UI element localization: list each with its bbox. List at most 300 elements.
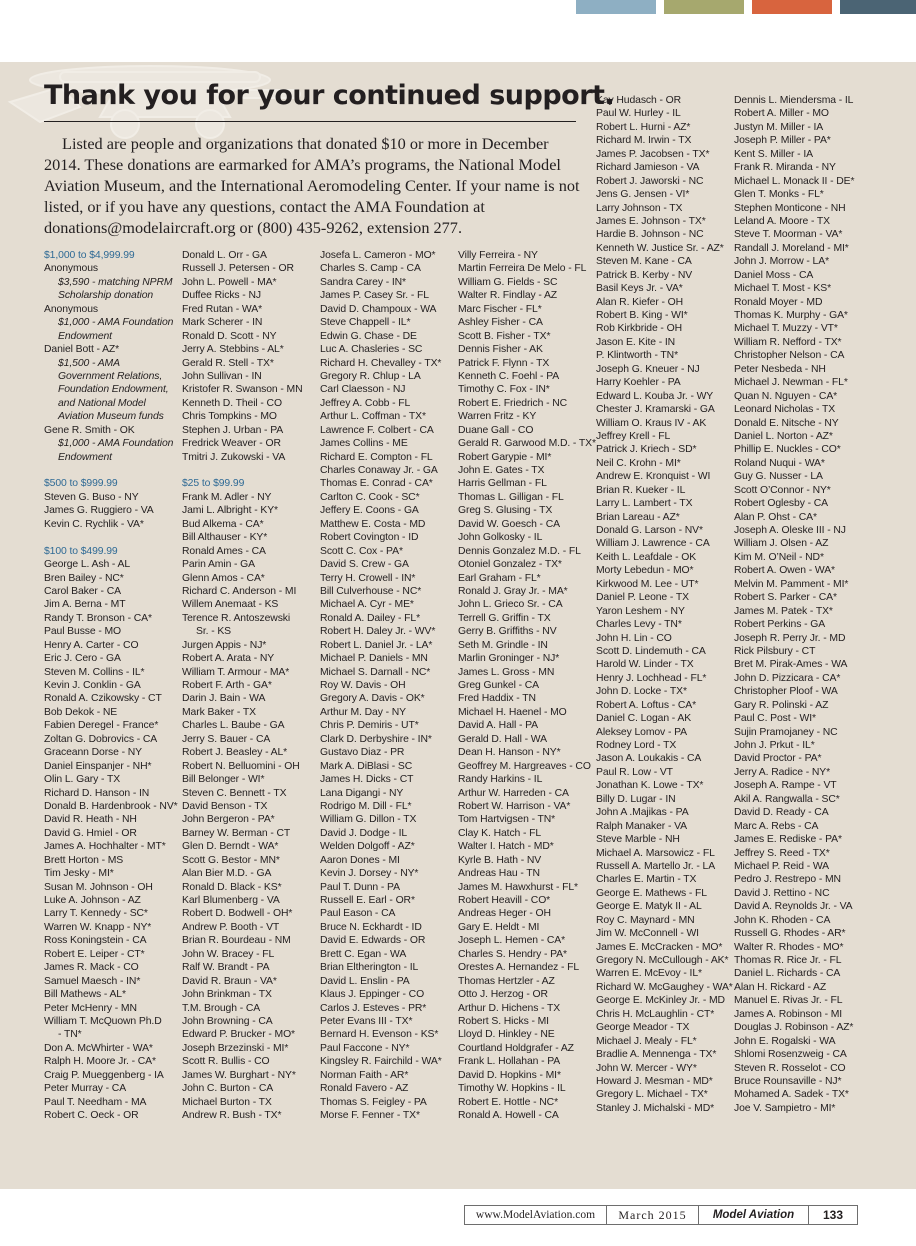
donor-name: Lloyd D. Hinkley - NE xyxy=(458,1029,555,1041)
donor-name: Ronald J. Gray Jr. - MA* xyxy=(458,585,568,597)
donor-name: Charles E. Martin - TX xyxy=(596,874,697,886)
donor-name: James A. Robinson - MI xyxy=(734,1008,843,1020)
donor-name: Aleksey Lomov - PA xyxy=(596,726,687,738)
donor-name: Jerry A. Stebbins - AL* xyxy=(182,344,284,356)
donor-name: John K. Rhoden - CA xyxy=(734,914,831,926)
donor-name: Michael S. Darnall - NC* xyxy=(320,666,431,678)
donor-name: Graceann Dorse - NY xyxy=(44,747,143,759)
donor-name: Larry L. Lambert - TX xyxy=(596,498,693,510)
donor-name: Charles L. Baube - GA xyxy=(182,720,285,732)
donor-name: William O. Kraus IV - AK xyxy=(596,417,707,429)
donor-name: Dennis Fisher - AK xyxy=(458,344,543,356)
donor-name: Robert B. King - WI* xyxy=(596,310,688,321)
donor-name: James H. Dicks - CT xyxy=(320,774,414,786)
donor-name: Charles Conaway Jr. - GA xyxy=(320,465,438,476)
donor-name: Harris Gellman - FL xyxy=(458,478,547,490)
donor-name: Walter R. Findlay - AZ xyxy=(458,290,558,302)
donor-name: Joseph R. Perry Jr. - MD xyxy=(734,632,846,644)
donor-name: Ronald A. Howell - CA xyxy=(458,1110,559,1121)
donor-name: Quan N. Nguyen - CA* xyxy=(734,390,838,402)
donor-name: Michael A. Cyr - ME* xyxy=(320,599,414,611)
donor-name: Terence R. Antoszewski xyxy=(182,612,291,624)
donor-name: Robert E. Friedrich - NC xyxy=(458,397,568,409)
donor-name: John Golkosky - IL xyxy=(458,532,543,544)
donor-name: Steven M. Collins - IL* xyxy=(44,666,145,678)
donor-name: Kim M. O’Neil - ND* xyxy=(734,551,824,563)
donor-name: Michael T. Most - KS* xyxy=(734,283,832,295)
donor-name: Scott O’Connor - NY* xyxy=(734,484,831,496)
donor-name: Richard W. McGaughey - WA* xyxy=(596,981,733,993)
donor-name: Earl Graham - FL* xyxy=(458,572,541,584)
donor-name: Steven C. Bennett - TX xyxy=(182,787,287,799)
donor-name: John Sullivan - IN xyxy=(182,370,262,382)
donor-name: Larry Johnson - TX xyxy=(596,202,683,214)
donor-name: Bob Dekok - NE xyxy=(44,706,118,718)
color-tab-orange xyxy=(752,0,832,14)
donor-name: George E. Matyk II - AL xyxy=(596,901,702,913)
donor-name: Michael J. Mealy - FL* xyxy=(596,1035,697,1047)
donor-name: Olin L. Gary - TX xyxy=(44,774,121,786)
donor-name: Ronald D. Scott - NY xyxy=(182,330,277,342)
donor-name: Peter Nesbeda - NH xyxy=(734,363,826,375)
donor-name: Henry J. Lochhead - FL* xyxy=(596,672,707,684)
donor-name: Paul C. Post - WI* xyxy=(734,713,816,725)
donor-name: Charles S. Hendry - PA* xyxy=(458,948,567,960)
footer-page-number: 133 xyxy=(822,1208,844,1222)
donation-note: Scholarship donation xyxy=(58,290,154,302)
donor-name: Matthew E. Costa - MD xyxy=(320,518,426,530)
donor-name: Leonard Nicholas - TX xyxy=(734,404,836,416)
donor-name: Donald B. Hardenbrook - NV* xyxy=(44,800,178,812)
donor-name: Basil Keys Jr. - VA* xyxy=(596,283,683,295)
donor-name: Michael L. Monack II - DE* xyxy=(734,175,855,187)
donor-name: Richard H. Chevalley - TX* xyxy=(320,357,442,369)
donor-name: John D. Locke - TX* xyxy=(596,686,687,698)
donor-name: Stanley J. Michalski - MD* xyxy=(596,1102,715,1114)
donor-name: Brett C. Egan - WA xyxy=(320,948,407,960)
donor-name: Klaus J. Eppinger - CO xyxy=(320,989,425,1001)
donor-name: John D. Pizzicara - CA* xyxy=(734,672,841,684)
donor-name-continued: Sr. - KS xyxy=(196,626,231,638)
donor-name: Fred Haddix - TN xyxy=(458,693,536,705)
donor-name: Courtland Holdgrafer - AZ xyxy=(458,1042,574,1054)
donor-name: Dennis Gonzalez M.D. - FL xyxy=(458,545,581,557)
donor-name: Gerald R. Stell - TX* xyxy=(182,357,274,369)
donor-name: Walter R. Rhodes - MO* xyxy=(734,941,844,953)
donor-name: Joseph L. Hemen - CA* xyxy=(458,935,566,947)
donor-name: John Browning - CA xyxy=(182,1015,273,1027)
donor-name: Chris P. Demiris - UT* xyxy=(320,720,419,732)
donor-name: David L. Enslin - PA xyxy=(320,975,410,987)
donor-name: Tmitri J. Zukowski - VA xyxy=(182,451,286,463)
donor-name: Melvin M. Pamment - MI* xyxy=(734,578,849,590)
donor-name: David D. Champoux - WA xyxy=(320,303,437,315)
donor-name: Daniel L. Richards - CA xyxy=(734,968,841,980)
donor-name: Richard D. Hanson - IN xyxy=(44,787,150,799)
donor-name: Orestes A. Hernandez - FL xyxy=(458,962,580,974)
donor-name: Harold W. Linder - TX xyxy=(596,659,694,671)
donor-name: William G. Fields - SC xyxy=(458,276,558,288)
donor-name: Ralph Manaker - VA xyxy=(596,820,687,832)
donor-name: Patrick B. Kerby - NV xyxy=(596,269,693,281)
donor-name: Frank M. Adler - NY xyxy=(182,491,272,503)
donor-name: Steven G. Buso - NY xyxy=(44,491,139,503)
donor-name: Joseph A. Oleske III - NJ xyxy=(734,525,846,536)
donor-name: John H. Lin - CO xyxy=(596,632,672,644)
donor-name: Jeffrey Krell - FL xyxy=(596,430,671,442)
donor-name: Glen T. Monks - FL* xyxy=(734,189,824,201)
donor-name: Robert L. Daniel Jr. - LA* xyxy=(320,639,433,651)
donor-name: Gary E. Heldt - MI xyxy=(458,921,540,933)
donor-name: Daniel Bott - AZ* xyxy=(44,344,120,356)
donor-name: Steven R. Rosselot - CO xyxy=(734,1062,846,1074)
donor-name: Andreas Heger - OH xyxy=(458,908,551,920)
donor-name: Robert A. Owen - WA* xyxy=(734,565,835,577)
donor-name: William R. Nefford - TX* xyxy=(734,336,842,348)
donor-name: Charles S. Camp - CA xyxy=(320,263,421,275)
donor-name: Eric J. Cero - GA xyxy=(44,653,121,665)
donation-note: Government Relations, xyxy=(58,370,163,382)
donor-name: John E. Gates - TX xyxy=(458,465,545,476)
donor-name: John E. Rogalski - WA xyxy=(734,1035,836,1047)
donor-name: Gregory A. Davis - OK* xyxy=(320,693,425,705)
donor-name: Robert N. Belluomini - OH xyxy=(182,760,300,772)
donor-name: John L. Powell - MA* xyxy=(182,276,277,288)
donor-name: Geoffrey M. Hargreaves - CO xyxy=(458,760,591,772)
donor-name: Timothy C. Fox - IN* xyxy=(458,384,550,396)
donor-name: Gerald D. Hall - WA xyxy=(458,733,547,745)
donor-name: John Bergeron - PA* xyxy=(182,814,275,826)
page-title: Thank you for your continued support. xyxy=(44,80,615,111)
donor-name: Walter I. Hatch - MD* xyxy=(458,841,554,853)
donor-name: Dean H. Hanson - NY* xyxy=(458,747,561,759)
donor-name: Chester J. Kramarski - GA xyxy=(596,404,715,416)
donor-name: Rodrigo M. Dill - FL* xyxy=(320,800,412,812)
donor-name: Jami L. Albright - KY* xyxy=(182,505,278,517)
donor-name: Tim Jesky - MI* xyxy=(44,868,114,880)
donor-name: James L. Gross - MN xyxy=(458,666,555,678)
donor-name: Tom Hartvigsen - TN* xyxy=(458,814,556,826)
donor-name: David W. Goesch - CA xyxy=(458,518,560,530)
donor-name: George Meador - TX xyxy=(596,1022,690,1034)
donor-name: Brian R. Bourdeau - NM xyxy=(182,935,291,947)
donor-name: John J. Morrow - LA* xyxy=(734,256,830,268)
donor-name: Kay Hudasch - OR xyxy=(596,95,682,106)
donor-name: Karl Blumenberg - VA xyxy=(182,895,280,906)
donor-name: Sandra Carey - IN* xyxy=(320,276,406,288)
donor-name: Donald L. Orr - GA xyxy=(182,250,267,261)
donor-name: Susan M. Johnson - OH xyxy=(44,881,153,893)
donor-name: Jim W. McConnell - WI xyxy=(596,928,699,940)
donor-column-4 xyxy=(458,249,596,1122)
donor-name: Martin Ferreira De Melo - FL xyxy=(458,263,587,275)
donor-column-6 xyxy=(734,94,854,1115)
donor-name: Kingsley R. Fairchild - WA* xyxy=(320,1056,442,1068)
donor-name: William T. Armour - MA* xyxy=(182,666,290,678)
donor-name: David R. Braun - VA* xyxy=(182,975,277,987)
donor-name: Duane Gall - CO xyxy=(458,424,534,436)
donor-name: Larry T. Kennedy - SC* xyxy=(44,908,148,920)
donor-name: James E. McCracken - MO* xyxy=(596,941,723,953)
donor-name: David A. Hall - PA xyxy=(458,720,539,732)
donor-name: Roland Nuqui - WA* xyxy=(734,457,825,469)
section-spacer xyxy=(44,531,178,544)
donor-name: Samuel Maesch - IN* xyxy=(44,975,141,987)
donor-name: James P. Jacobsen - TX* xyxy=(596,148,710,160)
donor-name: Bruce Rounsaville - NJ* xyxy=(734,1075,842,1087)
donor-name: Peter McHenry - MN xyxy=(44,1002,137,1014)
donor-name: Kevin C. Rychlik - VA* xyxy=(44,518,144,530)
donor-name: Marc A. Rebs - CA xyxy=(734,820,819,832)
donor-name: John C. Burton - CA xyxy=(182,1083,274,1095)
donation-tier-heading: $500 to $999.99 xyxy=(44,478,118,490)
donor-name: Arthur L. Coffman - TX* xyxy=(320,411,426,423)
donor-name: Clark D. Derbyshire - IN* xyxy=(320,733,432,745)
donor-name: Peter Murray - CA xyxy=(44,1083,127,1095)
donor-name: James G. Ruggiero - VA xyxy=(44,505,154,517)
donation-note: Aviation Museum funds xyxy=(58,411,164,423)
donor-name: William J. Lawrence - CA xyxy=(596,538,710,550)
donor-name: Fredrick Weaver - OR xyxy=(182,438,281,450)
donor-name: Robert S. Parker - CA* xyxy=(734,592,837,604)
donor-name: Terrell G. Griffin - TX xyxy=(458,612,551,624)
donor-name: Jason E. Kite - IN xyxy=(596,336,676,348)
donor-name: Leland A. Moore - TX xyxy=(734,215,830,227)
donor-name: John J. Prkut - IL* xyxy=(734,740,815,751)
donor-name: Carl Claesson - NJ xyxy=(320,384,406,396)
donor-name: Bret M. Pirak-Ames - WA xyxy=(734,659,848,671)
donor-name: Paul R. Low - VT xyxy=(596,766,673,778)
donor-name: Guy G. Nusser - LA xyxy=(734,471,823,483)
donor-name: Scott G. Bestor - MN* xyxy=(182,854,280,866)
donor-name: Michael J. Newman - FL* xyxy=(734,377,848,389)
donor-name: Ronald A. Czikowsky - CT xyxy=(44,693,162,705)
donor-name: Paul Busse - MO xyxy=(44,626,122,638)
donor-name: Terry H. Crowell - IN* xyxy=(320,572,416,584)
donor-name: Roy C. Maynard - MN xyxy=(596,914,695,926)
donor-name: Russell J. Petersen - OR xyxy=(182,263,294,275)
section-spacer xyxy=(182,464,303,477)
donor-name: Daniel Einspanjer - NH* xyxy=(44,760,152,772)
donor-name: Christopher Ploof - WA xyxy=(734,686,838,698)
donation-note: and National Model xyxy=(58,397,146,409)
donor-name: Robert W. Harrison - VA* xyxy=(458,800,571,812)
donor-name: Andrew R. Bush - TX* xyxy=(182,1110,282,1121)
color-tab-blue xyxy=(576,0,656,14)
donor-name: James W. Burghart - NY* xyxy=(182,1069,296,1081)
donor-name: Daniel Moss - CA xyxy=(734,269,814,281)
donor-name: Arthur D. Hichens - TX xyxy=(458,1002,561,1014)
donor-name: Kirkwood M. Lee - UT* xyxy=(596,578,699,590)
donor-name: Pedro J. Restrepo - MN xyxy=(734,874,841,886)
donor-name: Thomas K. Murphy - GA* xyxy=(734,310,848,321)
donor-name: Marc Fischer - FL* xyxy=(458,303,542,315)
donor-name: Brett Horton - MS xyxy=(44,854,124,866)
donor-name: Patrick F. Flynn - TX xyxy=(458,357,550,369)
footer-magazine-name: Model Aviation xyxy=(699,1206,809,1224)
donor-name: Robert Garypie - MI* xyxy=(458,451,552,463)
donor-name: T.M. Brough - CA xyxy=(182,1002,261,1014)
donor-name: David Proctor - PA* xyxy=(734,753,822,765)
donor-name: Craig P. Mueggenberg - IA xyxy=(44,1069,164,1081)
donor-name: Robert E. Leiper - CT* xyxy=(44,948,145,960)
donor-name: Rob Kirkbride - OH xyxy=(596,323,682,335)
donor-name: Howard J. Mesman - MD* xyxy=(596,1075,713,1087)
donor-name: Mohamed A. Sadek - TX* xyxy=(734,1089,849,1101)
donor-name: Joe V. Sampietro - MI* xyxy=(734,1102,836,1114)
donor-name: Brian R. Kueker - IL xyxy=(596,484,686,496)
donor-name: Dennis L. Miendersma - IL xyxy=(734,95,854,106)
donor-name: Glen D. Berndt - WA* xyxy=(182,841,279,853)
donor-name: Rodney Lord - TX xyxy=(596,740,677,751)
donor-name: Scott B. Fisher - TX* xyxy=(458,330,551,342)
donor-name: Scott C. Cox - PA* xyxy=(320,545,403,557)
donor-name: Christopher Nelson - CA xyxy=(734,350,845,362)
donor-name: Scott D. Lindemuth - CA xyxy=(596,645,706,657)
donor-name: Paul W. Hurley - IL xyxy=(596,108,681,120)
donor-name: Jurgen Appis - NJ* xyxy=(182,639,267,651)
donor-name: Bill Althauser - KY* xyxy=(182,532,268,544)
donor-name: Ashley Fisher - CA xyxy=(458,317,543,329)
donor-name: Richard C. Anderson - MI xyxy=(182,585,297,597)
donor-name: David R. Heath - NH xyxy=(44,814,137,826)
donor-name: Daniel C. Logan - AK xyxy=(596,713,692,725)
color-tab-olive xyxy=(664,0,744,14)
donor-name: Mark Scherer - IN xyxy=(182,317,263,329)
donor-name: William G. Dillon - TX xyxy=(320,814,417,826)
donor-name: John Brinkman - TX xyxy=(182,989,272,1001)
donor-name: David D. Ready - CA xyxy=(734,807,829,819)
donor-name: Alan P. Ohst - CA* xyxy=(734,511,817,523)
footer-url[interactable]: www.ModelAviation.com xyxy=(465,1206,607,1224)
donor-name: Ronald Moyer - MD xyxy=(734,296,823,308)
donor-name: Donald G. Larson - NV* xyxy=(596,525,703,536)
donor-name: Frank L. Hollahan - PA xyxy=(458,1056,561,1068)
donor-name: David G. Hmiel - OR xyxy=(44,827,137,839)
donor-name: Welden Dolgoff - AZ* xyxy=(320,841,415,853)
donor-name: Morse F. Fenner - TX* xyxy=(320,1110,420,1121)
donor-name: Chris H. McLaughlin - CT* xyxy=(596,1008,715,1020)
donor-name: Clay K. Hatch - FL xyxy=(458,827,542,839)
donor-name: David E. Edwards - OR xyxy=(320,935,426,947)
donor-name: Marlin Groninger - NJ* xyxy=(458,653,560,665)
donor-name: James E. Rediske - PA* xyxy=(734,834,842,846)
donor-name: Joseph A. Rampe - VT xyxy=(734,780,837,792)
donor-name: Joseph Brzezinski - MI* xyxy=(182,1042,289,1054)
donor-name: Michael P. Reid - WA xyxy=(734,860,830,872)
donor-name: Sujin Pramojaney - NC xyxy=(734,726,838,738)
donor-name: Robert A. Miller - MO xyxy=(734,108,829,120)
donor-name: Richard E. Compton - FL xyxy=(320,451,433,463)
donor-name: Robert D. Bodwell - OH* xyxy=(182,908,293,920)
donation-tier-heading: $100 to $499.99 xyxy=(44,545,118,557)
footer-issue-date: March 2015 xyxy=(607,1206,699,1224)
donor-name: Thomas R. Rice Jr. - FL xyxy=(734,955,842,966)
donor-name: Steve T. Moorman - VA* xyxy=(734,229,843,241)
donor-name: Ronald D. Black - KS* xyxy=(182,881,282,893)
donation-note: $1,000 - AMA Foundation xyxy=(58,438,174,450)
donor-name: Jason A. Loukakis - CA xyxy=(596,753,702,765)
donor-name: Don A. McWhirter - WA* xyxy=(44,1042,153,1054)
donor-name: Jerry A. Radice - NY* xyxy=(734,766,831,778)
donor-name: David Benson - TX xyxy=(182,800,268,812)
donor-name: William J. Olsen - AZ xyxy=(734,538,829,550)
donor-name: Manuel E. Rivas Jr. - FL xyxy=(734,995,843,1007)
donor-name: John L. Grieco Sr. - CA xyxy=(458,599,563,611)
donor-name: Alan H. Rickard - AZ xyxy=(734,981,827,993)
donor-name: Steve Marble - NH xyxy=(596,834,680,846)
donor-name: Kevin J. Conklin - GA xyxy=(44,680,141,691)
donation-note: $3,590 - matching NPRM xyxy=(58,276,173,288)
donor-name: Joseph P. Miller - PA* xyxy=(734,135,831,147)
donor-name: Luke A. Johnson - AZ xyxy=(44,895,141,906)
donor-name: Bruce N. Eckhardt - ID xyxy=(320,921,422,933)
donor-name: Edwin G. Chase - DE xyxy=(320,330,417,342)
donor-name: Billy D. Lugar - IN xyxy=(596,793,676,805)
donation-note: $1,000 - AMA Foundation xyxy=(58,317,174,329)
donor-name: Charles Levy - TN* xyxy=(596,619,682,631)
donor-name: George E. McKinley Jr. - MD xyxy=(596,995,725,1007)
donor-name: Russell G. Rhodes - AR* xyxy=(734,928,846,940)
donor-name: Robert C. Oeck - OR xyxy=(44,1110,139,1121)
donor-name: Ronald A. Dailey - FL* xyxy=(320,612,421,624)
donor-name: P. Klintworth - TN* xyxy=(596,350,679,362)
donor-name: Anonymous xyxy=(44,263,98,275)
donor-name: Arthur M. Day - NY xyxy=(320,706,406,718)
donor-name: Richard Jamieson - VA xyxy=(596,162,700,174)
donor-name: Patrick J. Kriech - SD* xyxy=(596,444,697,456)
donor-name: Warren Fritz - KY xyxy=(458,411,537,423)
donor-name: Otoniel Gonzalez - TX* xyxy=(458,559,562,571)
donor-name: Aaron Dones - MI xyxy=(320,854,400,866)
donor-name: Robert H. Daley Jr. - WV* xyxy=(320,626,436,638)
donor-name: Randy Harkins - IL xyxy=(458,774,543,786)
donor-column-1 xyxy=(44,249,178,1122)
donor-name: Douglas J. Robinson - AZ* xyxy=(734,1022,854,1034)
donor-name: Daniel L. Norton - AZ* xyxy=(734,430,833,442)
donor-name: Ronald Favero - AZ xyxy=(320,1083,409,1095)
donor-name: Carol Baker - CA xyxy=(44,585,121,597)
donor-name: Frank R. Miranda - NY xyxy=(734,162,836,174)
donor-name: Lawrence F. Colbert - CA xyxy=(320,424,434,436)
donor-name: Steve Chappell - IL* xyxy=(320,317,411,329)
donor-name: Paul T. Dunn - PA xyxy=(320,881,400,893)
donor-name: Fabien Deregel - France* xyxy=(44,720,159,732)
donor-name: Ralf W. Brandt - PA xyxy=(182,962,270,974)
donor-name: Glenn Amos - CA* xyxy=(182,572,265,584)
donor-name: Randall J. Moreland - MI* xyxy=(734,242,849,254)
donor-name: Henry A. Carter - CO xyxy=(44,639,139,651)
donor-name: Akil A. Rangwalla - SC* xyxy=(734,793,840,805)
donor-name: Shlomi Rosenzweig - CA xyxy=(734,1049,847,1061)
donor-name: Jerry S. Bauer - CA xyxy=(182,733,271,745)
color-tab-slate xyxy=(840,0,916,14)
donation-tier-heading: $1,000 to $4,999.99 xyxy=(44,250,135,261)
donor-name: Michael T. Muzzy - VT* xyxy=(734,323,838,335)
donor-name: Robert F. Arth - GA* xyxy=(182,680,272,691)
donor-name: Jens G. Jensen - VI* xyxy=(596,189,690,201)
donor-name: Greg Gunkel - CA xyxy=(458,680,539,691)
donor-name: Kent S. Miller - IA xyxy=(734,148,813,160)
donor-name: Kenneth D. Theil - CO xyxy=(182,397,282,409)
donor-name: Josefa L. Cameron - MO* xyxy=(320,250,436,261)
donor-column-5 xyxy=(596,94,733,1115)
donor-name: Stephen J. Urban - PA xyxy=(182,424,284,436)
donor-name: Robert L. Hurni - AZ* xyxy=(596,121,691,133)
donor-name: Gregory L. Michael - TX* xyxy=(596,1089,708,1101)
donor-column-3 xyxy=(320,249,442,1122)
donation-tier-heading: $25 to $99.99 xyxy=(182,478,245,490)
